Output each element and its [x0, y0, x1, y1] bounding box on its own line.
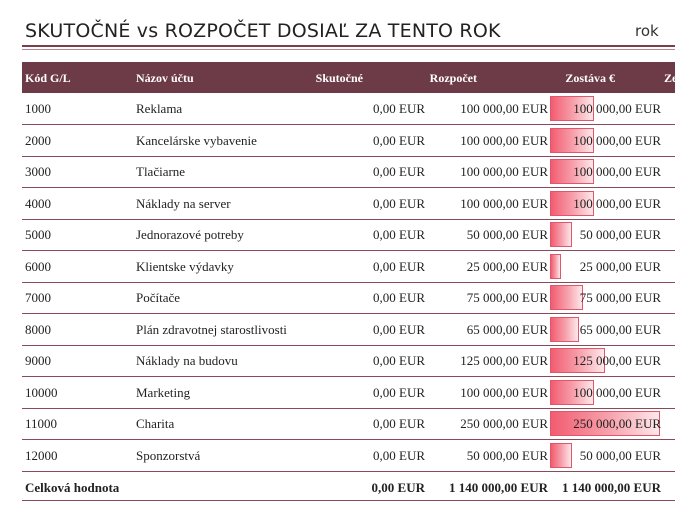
- cell-budget: 75 000,00 EUR: [466, 290, 548, 305]
- cell-actual: 0,00 EUR: [373, 353, 425, 368]
- cell-remaining: 50 000,00 EUR: [579, 447, 661, 463]
- cell-code: 2000: [25, 132, 51, 148]
- cell-code: 3000: [25, 164, 51, 179]
- table-row[interactable]: [22, 126, 675, 157]
- cell-actual: 0,00 EUR: [373, 227, 425, 242]
- cell-budget: 125 000,00 EUR: [460, 353, 548, 368]
- remaining-data-bar: [550, 285, 583, 310]
- remaining-data-bar: [550, 317, 579, 342]
- cell-code: 10000: [25, 384, 58, 400]
- cell-remaining: 75 000,00 EUR: [579, 290, 661, 305]
- cell-name: Jednorazové potreby: [136, 227, 244, 242]
- cell-code: 1000: [25, 101, 51, 116]
- table-row[interactable]: [22, 378, 675, 409]
- cell-actual: 0,00 EUR: [373, 321, 425, 337]
- cell-code: 12000: [25, 447, 58, 463]
- table-row[interactable]: [22, 157, 675, 188]
- cell-name: Marketing: [136, 384, 191, 400]
- col-header-actual[interactable]: Skutočné: [315, 71, 363, 85]
- table-header: [22, 62, 675, 93]
- year-label[interactable]: rok: [635, 22, 659, 40]
- cell-budget: 100 000,00 EUR: [460, 164, 548, 179]
- cell-code: 9000: [25, 353, 51, 368]
- total-actual: 0,00 EUR: [371, 480, 425, 495]
- cell-name: Plán zdravotnej starostlivosti: [136, 321, 287, 337]
- cell-name: Reklama: [136, 101, 183, 116]
- table-row[interactable]: [22, 252, 675, 283]
- cell-actual: 0,00 EUR: [373, 164, 425, 179]
- cell-budget: 50 000,00 EUR: [466, 447, 548, 463]
- table-row[interactable]: [22, 283, 675, 314]
- cell-remaining: 100 000,00 EUR: [573, 132, 661, 148]
- cell-name: Náklady na budovu: [136, 353, 238, 368]
- cell-actual: 0,00 EUR: [373, 384, 425, 400]
- cell-actual: 0,00 EUR: [373, 290, 425, 305]
- cell-remaining: 25 000,00 EUR: [579, 258, 661, 274]
- table-row[interactable]: [22, 441, 675, 472]
- col-header-budget[interactable]: Rozpočet: [429, 71, 477, 85]
- cell-code: 4000: [25, 195, 51, 211]
- total-remaining: 1 140 000,00 EUR: [562, 480, 661, 495]
- cell-name: Sponzorstvá: [136, 447, 201, 463]
- cell-budget: 65 000,00 EUR: [466, 321, 548, 337]
- cell-remaining: 125 000,00 EUR: [573, 353, 661, 368]
- cell-remaining: 100 000,00 EUR: [573, 101, 661, 116]
- total-label: Celková hodnota: [25, 480, 120, 495]
- cell-budget: 50 000,00 EUR: [466, 227, 548, 242]
- table-row[interactable]: [22, 94, 675, 125]
- cell-remaining: 50 000,00 EUR: [579, 227, 661, 242]
- table-row[interactable]: [22, 220, 675, 251]
- total-budget: 1 140 000,00 EUR: [449, 480, 548, 495]
- cell-actual: 0,00 EUR: [373, 258, 425, 274]
- cell-remaining: 100 000,00 EUR: [573, 384, 661, 400]
- table-row[interactable]: [22, 315, 675, 346]
- cell-code: 6000: [25, 258, 51, 274]
- cell-code: 8000: [25, 321, 51, 337]
- table-row[interactable]: [22, 409, 675, 440]
- title-rule-thin: [22, 49, 675, 50]
- remaining-data-bar: [550, 254, 561, 279]
- cell-name: Náklady na server: [136, 195, 231, 211]
- cell-code: 11000: [25, 416, 58, 431]
- cell-budget: 100 000,00 EUR: [460, 195, 548, 211]
- cell-budget: 100 000,00 EUR: [460, 101, 548, 116]
- cell-actual: 0,00 EUR: [373, 447, 425, 463]
- cell-name: Kancelárske vybavenie: [136, 132, 257, 148]
- cell-remaining: 250 000,00 EUR: [573, 416, 661, 431]
- cell-actual: 0,00 EUR: [373, 195, 425, 211]
- col-header-code[interactable]: Kód G/L: [25, 71, 71, 85]
- col-header-name[interactable]: Názov účtu: [136, 71, 194, 85]
- cell-remaining: 100 000,00 EUR: [573, 164, 661, 179]
- cell-remaining: 100 000,00 EUR: [573, 195, 661, 211]
- col-header-remaining[interactable]: Zostáva €: [565, 71, 615, 85]
- cell-remaining: 65 000,00 EUR: [579, 321, 661, 337]
- col-header-extra[interactable]: Ze: [664, 71, 677, 85]
- cell-code: 7000: [25, 290, 51, 305]
- cell-budget: 250 000,00 EUR: [460, 416, 548, 431]
- cell-budget: 25 000,00 EUR: [466, 258, 548, 274]
- remaining-data-bar: [550, 443, 572, 468]
- bottom-rule: [22, 500, 675, 501]
- table-row[interactable]: [22, 346, 675, 377]
- remaining-data-bar: [550, 222, 572, 247]
- cell-name: Tlačiarne: [136, 164, 186, 179]
- cell-budget: 100 000,00 EUR: [460, 384, 548, 400]
- total-row: [22, 472, 675, 503]
- cell-actual: 0,00 EUR: [373, 101, 425, 116]
- cell-actual: 0,00 EUR: [373, 132, 425, 148]
- cell-code: 5000: [25, 227, 51, 242]
- table-row[interactable]: [22, 189, 675, 220]
- cell-budget: 100 000,00 EUR: [460, 132, 548, 148]
- page-title: SKUTOČNÉ vs ROZPOČET DOSIAĽ ZA TENTO ROK: [25, 20, 501, 42]
- cell-name: Klientske výdavky: [136, 258, 234, 274]
- cell-name: Charita: [136, 416, 175, 431]
- title-rule: [22, 45, 675, 47]
- cell-name: Počítače: [136, 290, 181, 305]
- cell-actual: 0,00 EUR: [373, 416, 425, 431]
